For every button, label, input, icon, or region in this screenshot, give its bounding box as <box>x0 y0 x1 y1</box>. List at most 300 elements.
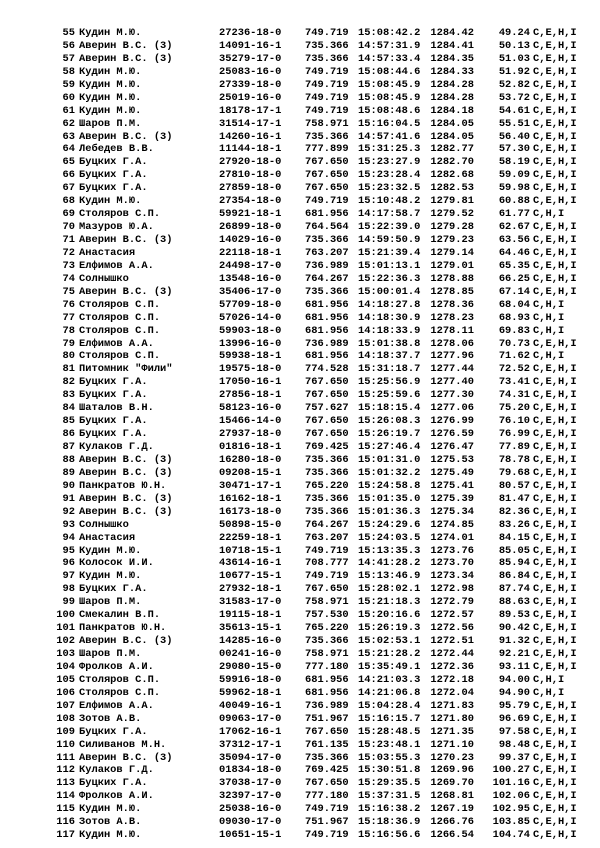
distance: 764.564 <box>305 221 349 234</box>
place-number: 98 <box>62 583 75 596</box>
result-row <box>0 648 600 661</box>
ring-number: 13548-16-0 <box>219 272 282 285</box>
distance: 681.956 <box>305 350 349 363</box>
ring-number: 17050-16-1 <box>219 376 282 389</box>
category-flags: C,E,H,I <box>533 195 577 208</box>
distance: 767.650 <box>305 389 349 402</box>
distance: 757.530 <box>305 609 349 622</box>
distance: 767.650 <box>305 428 349 441</box>
speed: 1273.70 <box>430 557 474 570</box>
ring-number: 37312-17-1 <box>219 738 282 751</box>
place-number: 84 <box>62 402 75 415</box>
fancier-name: Буцких Г.А. <box>79 169 148 182</box>
place-number: 81 <box>62 363 75 376</box>
arrival-time: 15:01:13.1 <box>358 259 421 272</box>
ring-number: 30471-17-1 <box>219 479 282 492</box>
distance: 735.366 <box>305 130 349 143</box>
category-flags: C,H,I <box>533 686 565 699</box>
arrival-time: 14:18:37.7 <box>358 350 421 363</box>
speed: 1272.57 <box>430 609 474 622</box>
result-row <box>0 350 600 363</box>
coefficient: 79.68 <box>498 466 530 479</box>
place-number: 101 <box>56 622 75 635</box>
arrival-time: 14:21:06.8 <box>358 686 421 699</box>
ring-number: 27937-18-0 <box>219 428 282 441</box>
arrival-time: 15:23:48.1 <box>358 738 421 751</box>
speed: 1279.23 <box>430 234 474 246</box>
fancier-name: Питомник "Фили" <box>79 363 173 376</box>
place-number: 68 <box>62 195 75 208</box>
coefficient: 71.62 <box>498 350 530 363</box>
fancier-name: Елфимов А.А. <box>79 259 154 272</box>
ring-number: 27932-18-1 <box>219 583 282 596</box>
category-flags: C,E,H,I <box>533 531 577 544</box>
speed: 1268.81 <box>430 790 474 803</box>
speed: 1272.44 <box>430 648 474 660</box>
result-row <box>0 286 600 299</box>
ring-number: 35406-17-0 <box>219 285 282 298</box>
arrival-time: 15:03:55.3 <box>358 751 421 764</box>
speed: 1278.85 <box>430 285 474 298</box>
speed: 1274.85 <box>430 518 474 531</box>
result-row <box>0 816 600 829</box>
coefficient: 73.41 <box>498 376 530 389</box>
coefficient: 51.03 <box>498 52 530 65</box>
result-row <box>0 299 600 312</box>
ring-number: 22259-18-1 <box>219 531 282 544</box>
ring-number: 37038-17-0 <box>219 777 282 790</box>
arrival-time: 15:20:16.6 <box>358 609 421 622</box>
category-flags: C,H,I <box>533 673 565 686</box>
coefficient: 51.92 <box>498 65 530 78</box>
ring-number: 35279-17-0 <box>219 52 282 65</box>
fancier-name: Аверин В.С. (3) <box>79 130 173 143</box>
fancier-name: Кулаков Г.Д. <box>79 764 154 777</box>
speed: 1284.33 <box>430 65 474 78</box>
fancier-name: Фролков А.И. <box>79 790 154 803</box>
result-row <box>0 700 600 713</box>
speed: 1272.36 <box>430 660 474 673</box>
arrival-time: 15:13:35.3 <box>358 544 421 557</box>
category-flags: C,E,H,I <box>533 596 577 609</box>
place-number: 105 <box>56 673 75 686</box>
category-flags: C,H,I <box>533 324 565 337</box>
arrival-time: 15:37:31.5 <box>358 790 421 803</box>
coefficient: 64.46 <box>498 246 530 259</box>
result-row <box>0 803 600 816</box>
category-flags: C,E,H,I <box>533 428 577 441</box>
category-flags: C,E,H,I <box>533 130 577 143</box>
category-flags: C,H,I <box>533 298 565 311</box>
category-flags: C,E,H,I <box>533 234 577 246</box>
result-row <box>0 454 600 467</box>
coefficient: 75.20 <box>498 402 530 415</box>
arrival-time: 15:22:39.0 <box>358 221 421 234</box>
distance: 765.220 <box>305 622 349 635</box>
distance: 767.650 <box>305 169 349 182</box>
coefficient: 92.21 <box>498 648 530 660</box>
result-row <box>0 156 600 169</box>
arrival-time: 15:21:18.3 <box>358 596 421 609</box>
coefficient: 69.83 <box>498 324 530 337</box>
distance: 767.650 <box>305 156 349 169</box>
fancier-name: Аверин В.С. (3) <box>79 466 173 479</box>
result-row <box>0 596 600 609</box>
result-row <box>0 570 600 583</box>
category-flags: C,E,H,I <box>533 182 577 195</box>
result-row <box>0 519 600 532</box>
coefficient: 80.57 <box>498 479 530 492</box>
fancier-name: Столяров С.П. <box>79 208 161 221</box>
category-flags: C,E,H,I <box>533 402 577 415</box>
fancier-name: Шаталов В.Н. <box>79 402 154 415</box>
speed: 1284.41 <box>430 39 474 52</box>
speed: 1276.99 <box>430 415 474 428</box>
arrival-time: 14:18:27.8 <box>358 298 421 311</box>
category-flags: C,E,H,I <box>533 337 577 350</box>
fancier-name: Смекалин В.П. <box>79 609 161 622</box>
ring-number: 24498-17-0 <box>219 259 282 272</box>
coefficient: 104.74 <box>492 829 530 842</box>
category-flags: C,E,H,I <box>533 65 577 78</box>
category-flags: C,E,H,I <box>533 764 577 777</box>
ring-number: 29080-15-0 <box>219 660 282 673</box>
coefficient: 103.85 <box>492 816 530 829</box>
fancier-name: Анастасия <box>79 246 136 259</box>
result-row <box>0 208 600 221</box>
ring-number: 59962-18-1 <box>219 686 282 699</box>
speed: 1269.96 <box>430 764 474 777</box>
place-number: 71 <box>62 234 75 246</box>
arrival-time: 14:59:50.9 <box>358 234 421 246</box>
ring-number: 35094-17-0 <box>219 751 282 764</box>
distance: 757.627 <box>305 402 349 415</box>
speed: 1266.76 <box>430 816 474 829</box>
place-number: 64 <box>62 143 75 156</box>
coefficient: 62.67 <box>498 221 530 234</box>
ring-number: 14091-16-1 <box>219 39 282 52</box>
place-number: 57 <box>62 52 75 65</box>
ring-number: 00241-16-0 <box>219 648 282 660</box>
fancier-name: Столяров С.П. <box>79 673 161 686</box>
result-row <box>0 402 600 415</box>
arrival-time: 15:22:36.3 <box>358 272 421 285</box>
result-row <box>0 713 600 726</box>
speed: 1272.18 <box>430 673 474 686</box>
fancier-name: Кудин М.Ю. <box>79 570 142 583</box>
arrival-time: 15:08:45.9 <box>358 91 421 104</box>
speed: 1277.06 <box>430 402 474 415</box>
arrival-time: 15:24:29.6 <box>358 518 421 531</box>
place-number: 79 <box>62 337 75 350</box>
ring-number: 27354-18-0 <box>219 195 282 208</box>
speed: 1275.49 <box>430 466 474 479</box>
coefficient: 102.06 <box>492 790 530 803</box>
coefficient: 65.35 <box>498 259 530 272</box>
ring-number: 09030-17-0 <box>219 816 282 829</box>
coefficient: 68.04 <box>498 298 530 311</box>
distance: 736.989 <box>305 259 349 272</box>
result-row <box>0 764 600 777</box>
coefficient: 98.48 <box>498 738 530 751</box>
result-row <box>0 40 600 53</box>
category-flags: C,E,H,I <box>533 246 577 259</box>
arrival-time: 15:13:46.9 <box>358 570 421 583</box>
coefficient: 61.77 <box>498 208 530 221</box>
place-number: 69 <box>62 208 75 221</box>
coefficient: 102.95 <box>492 803 530 816</box>
arrival-time: 15:23:32.5 <box>358 182 421 195</box>
distance: 736.989 <box>305 699 349 712</box>
fancier-name: Лебедев В.В. <box>79 143 154 156</box>
arrival-time: 15:02:53.1 <box>358 635 421 648</box>
coefficient: 72.52 <box>498 363 530 376</box>
ring-number: 43614-16-1 <box>219 557 282 570</box>
fancier-name: Аверин В.С. (3) <box>79 492 173 505</box>
distance: 749.719 <box>305 104 349 117</box>
distance: 765.220 <box>305 479 349 492</box>
place-number: 61 <box>62 104 75 117</box>
arrival-time: 15:01:32.2 <box>358 466 421 479</box>
speed: 1278.88 <box>430 272 474 285</box>
place-number: 89 <box>62 466 75 479</box>
speed: 1273.34 <box>430 570 474 583</box>
fancier-name: Аверин В.С. (3) <box>79 52 173 65</box>
fancier-name: Буцких Г.А. <box>79 389 148 402</box>
distance: 681.956 <box>305 298 349 311</box>
category-flags: C,E,H,I <box>533 660 577 673</box>
coefficient: 94.00 <box>498 673 530 686</box>
fancier-name: Кудин М.Ю. <box>79 104 142 117</box>
result-row <box>0 467 600 480</box>
fancier-name: Мазуров Ю.А. <box>79 221 154 234</box>
result-row <box>0 829 600 842</box>
place-number: 112 <box>56 764 75 777</box>
ring-number: 27339-18-0 <box>219 78 282 91</box>
speed: 1266.54 <box>430 829 474 842</box>
coefficient: 68.93 <box>498 311 530 324</box>
coefficient: 89.53 <box>498 609 530 622</box>
fancier-name: Силиванов М.Н. <box>79 738 167 751</box>
distance: 749.719 <box>305 803 349 816</box>
coefficient: 54.61 <box>498 104 530 117</box>
ring-number: 14260-16-1 <box>219 130 282 143</box>
result-row <box>0 363 600 376</box>
distance: 735.366 <box>305 234 349 246</box>
distance: 735.366 <box>305 635 349 648</box>
speed: 1269.70 <box>430 777 474 790</box>
place-number: 65 <box>62 156 75 169</box>
place-number: 67 <box>62 182 75 195</box>
ring-number: 57709-18-0 <box>219 298 282 311</box>
speed: 1271.10 <box>430 738 474 751</box>
distance: 777.180 <box>305 790 349 803</box>
result-row <box>0 273 600 286</box>
coefficient: 100.27 <box>492 764 530 777</box>
speed: 1279.01 <box>430 259 474 272</box>
category-flags: C,E,H,I <box>533 518 577 531</box>
fancier-name: Аверин В.С. (3) <box>79 453 173 466</box>
distance: 761.135 <box>305 738 349 751</box>
distance: 681.956 <box>305 324 349 337</box>
place-number: 74 <box>62 272 75 285</box>
arrival-time: 15:35:49.1 <box>358 660 421 673</box>
category-flags: C,E,H,I <box>533 699 577 712</box>
coefficient: 87.74 <box>498 583 530 596</box>
fancier-name: Столяров С.П. <box>79 311 161 324</box>
result-row <box>0 92 600 105</box>
ring-number: 58123-16-0 <box>219 402 282 415</box>
coefficient: 67.14 <box>498 285 530 298</box>
fancier-name: Фролков А.И. <box>79 660 154 673</box>
distance: 735.366 <box>305 39 349 52</box>
coefficient: 91.32 <box>498 635 530 648</box>
arrival-time: 15:18:15.4 <box>358 402 421 415</box>
ring-number: 57026-14-0 <box>219 311 282 324</box>
fancier-name: Аверин В.С. (3) <box>79 505 173 518</box>
coefficient: 50.13 <box>498 39 530 52</box>
coefficient: 96.69 <box>498 712 530 725</box>
arrival-time: 15:30:51.8 <box>358 764 421 777</box>
result-row <box>0 545 600 558</box>
coefficient: 66.25 <box>498 272 530 285</box>
fancier-name: Кудин М.Ю. <box>79 78 142 91</box>
fancier-name: Шаров П.М. <box>79 648 142 660</box>
speed: 1279.14 <box>430 246 474 259</box>
result-row <box>0 195 600 208</box>
coefficient: 76.10 <box>498 415 530 428</box>
speed: 1279.52 <box>430 208 474 221</box>
category-flags: C,E,H,I <box>533 479 577 492</box>
ring-number: 14285-16-0 <box>219 635 282 648</box>
ring-number: 40049-16-1 <box>219 699 282 712</box>
coefficient: 53.72 <box>498 91 530 104</box>
fancier-name: Зотов А.В. <box>79 712 142 725</box>
result-row <box>0 661 600 674</box>
place-number: 76 <box>62 298 75 311</box>
ring-number: 17062-16-1 <box>219 725 282 738</box>
ring-number: 15466-14-0 <box>219 415 282 428</box>
result-row <box>0 27 600 40</box>
category-flags: C,E,H,I <box>533 648 577 660</box>
category-flags: C,E,H,I <box>533 583 577 596</box>
category-flags: C,E,H,I <box>533 725 577 738</box>
place-number: 100 <box>56 609 75 622</box>
fancier-name: Столяров С.П. <box>79 324 161 337</box>
category-flags: C,H,I <box>533 311 565 324</box>
speed: 1282.77 <box>430 143 474 156</box>
speed: 1272.51 <box>430 635 474 648</box>
speed: 1284.05 <box>430 117 474 130</box>
category-flags: C,E,H,I <box>533 622 577 635</box>
fancier-name: Столяров С.П. <box>79 350 161 363</box>
fancier-name: Буцких Г.А. <box>79 376 148 389</box>
fancier-name: Елфимов А.А. <box>79 699 154 712</box>
arrival-time: 14:21:03.3 <box>358 673 421 686</box>
ring-number: 10651-15-1 <box>219 829 282 842</box>
place-number: 116 <box>56 816 75 829</box>
fancier-name: Кулаков Г.Д. <box>79 441 154 453</box>
speed: 1271.80 <box>430 712 474 725</box>
arrival-time: 14:18:33.9 <box>358 324 421 337</box>
ring-number: 01816-18-1 <box>219 441 282 453</box>
speed: 1272.98 <box>430 583 474 596</box>
result-row <box>0 143 600 156</box>
ring-number: 31583-17-0 <box>219 596 282 609</box>
arrival-time: 15:16:38.2 <box>358 803 421 816</box>
category-flags: C,E,H,I <box>533 453 577 466</box>
arrival-time: 15:23:28.4 <box>358 169 421 182</box>
coefficient: 55.51 <box>498 117 530 130</box>
arrival-time: 15:01:31.0 <box>358 453 421 466</box>
arrival-time: 15:16:15.7 <box>358 712 421 725</box>
category-flags: C,E,H,I <box>533 803 577 816</box>
result-row <box>0 221 600 234</box>
place-number: 106 <box>56 686 75 699</box>
result-row <box>0 635 600 648</box>
arrival-time: 15:21:28.2 <box>358 648 421 660</box>
place-number: 62 <box>62 117 75 130</box>
ring-number: 59921-18-1 <box>219 208 282 221</box>
result-row <box>0 105 600 118</box>
arrival-time: 15:04:28.4 <box>358 699 421 712</box>
fancier-name: Буцких Г.А. <box>79 415 148 428</box>
fancier-name: Буцких Г.А. <box>79 156 148 169</box>
place-number: 95 <box>62 544 75 557</box>
place-number: 113 <box>56 777 75 790</box>
ring-number: 27920-18-0 <box>219 156 282 169</box>
category-flags: C,E,H,I <box>533 570 577 583</box>
distance: 749.719 <box>305 91 349 104</box>
arrival-time: 14:57:41.6 <box>358 130 421 143</box>
arrival-time: 14:57:31.9 <box>358 39 421 52</box>
category-flags: C,E,H,I <box>533 557 577 570</box>
distance: 767.650 <box>305 376 349 389</box>
result-row <box>0 325 600 338</box>
arrival-time: 15:01:36.3 <box>358 505 421 518</box>
place-number: 83 <box>62 389 75 402</box>
distance: 749.719 <box>305 65 349 78</box>
place-number: 58 <box>62 65 75 78</box>
result-row <box>0 687 600 700</box>
ring-number: 09063-17-0 <box>219 712 282 725</box>
speed: 1277.30 <box>430 389 474 402</box>
speed: 1282.70 <box>430 156 474 169</box>
fancier-name: Аверин В.С. (3) <box>79 39 173 52</box>
speed: 1284.28 <box>430 78 474 91</box>
place-number: 93 <box>62 518 75 531</box>
place-number: 78 <box>62 324 75 337</box>
distance: 749.719 <box>305 829 349 842</box>
fancier-name: Буцких Г.А. <box>79 182 148 195</box>
category-flags: C,E,H,I <box>533 376 577 389</box>
arrival-time: 15:31:25.3 <box>358 143 421 156</box>
ring-number: 13996-16-0 <box>219 337 282 350</box>
coefficient: 60.88 <box>498 195 530 208</box>
distance: 681.956 <box>305 311 349 324</box>
coefficient: 99.37 <box>498 751 530 764</box>
coefficient: 82.36 <box>498 505 530 518</box>
distance: 769.425 <box>305 764 349 777</box>
ring-number: 01834-18-0 <box>219 764 282 777</box>
ring-number: 10677-15-1 <box>219 570 282 583</box>
place-number: 102 <box>56 635 75 648</box>
distance: 767.650 <box>305 725 349 738</box>
coefficient: 58.19 <box>498 156 530 169</box>
result-row <box>0 338 600 351</box>
place-number: 66 <box>62 169 75 182</box>
ring-number: 16173-18-0 <box>219 505 282 518</box>
